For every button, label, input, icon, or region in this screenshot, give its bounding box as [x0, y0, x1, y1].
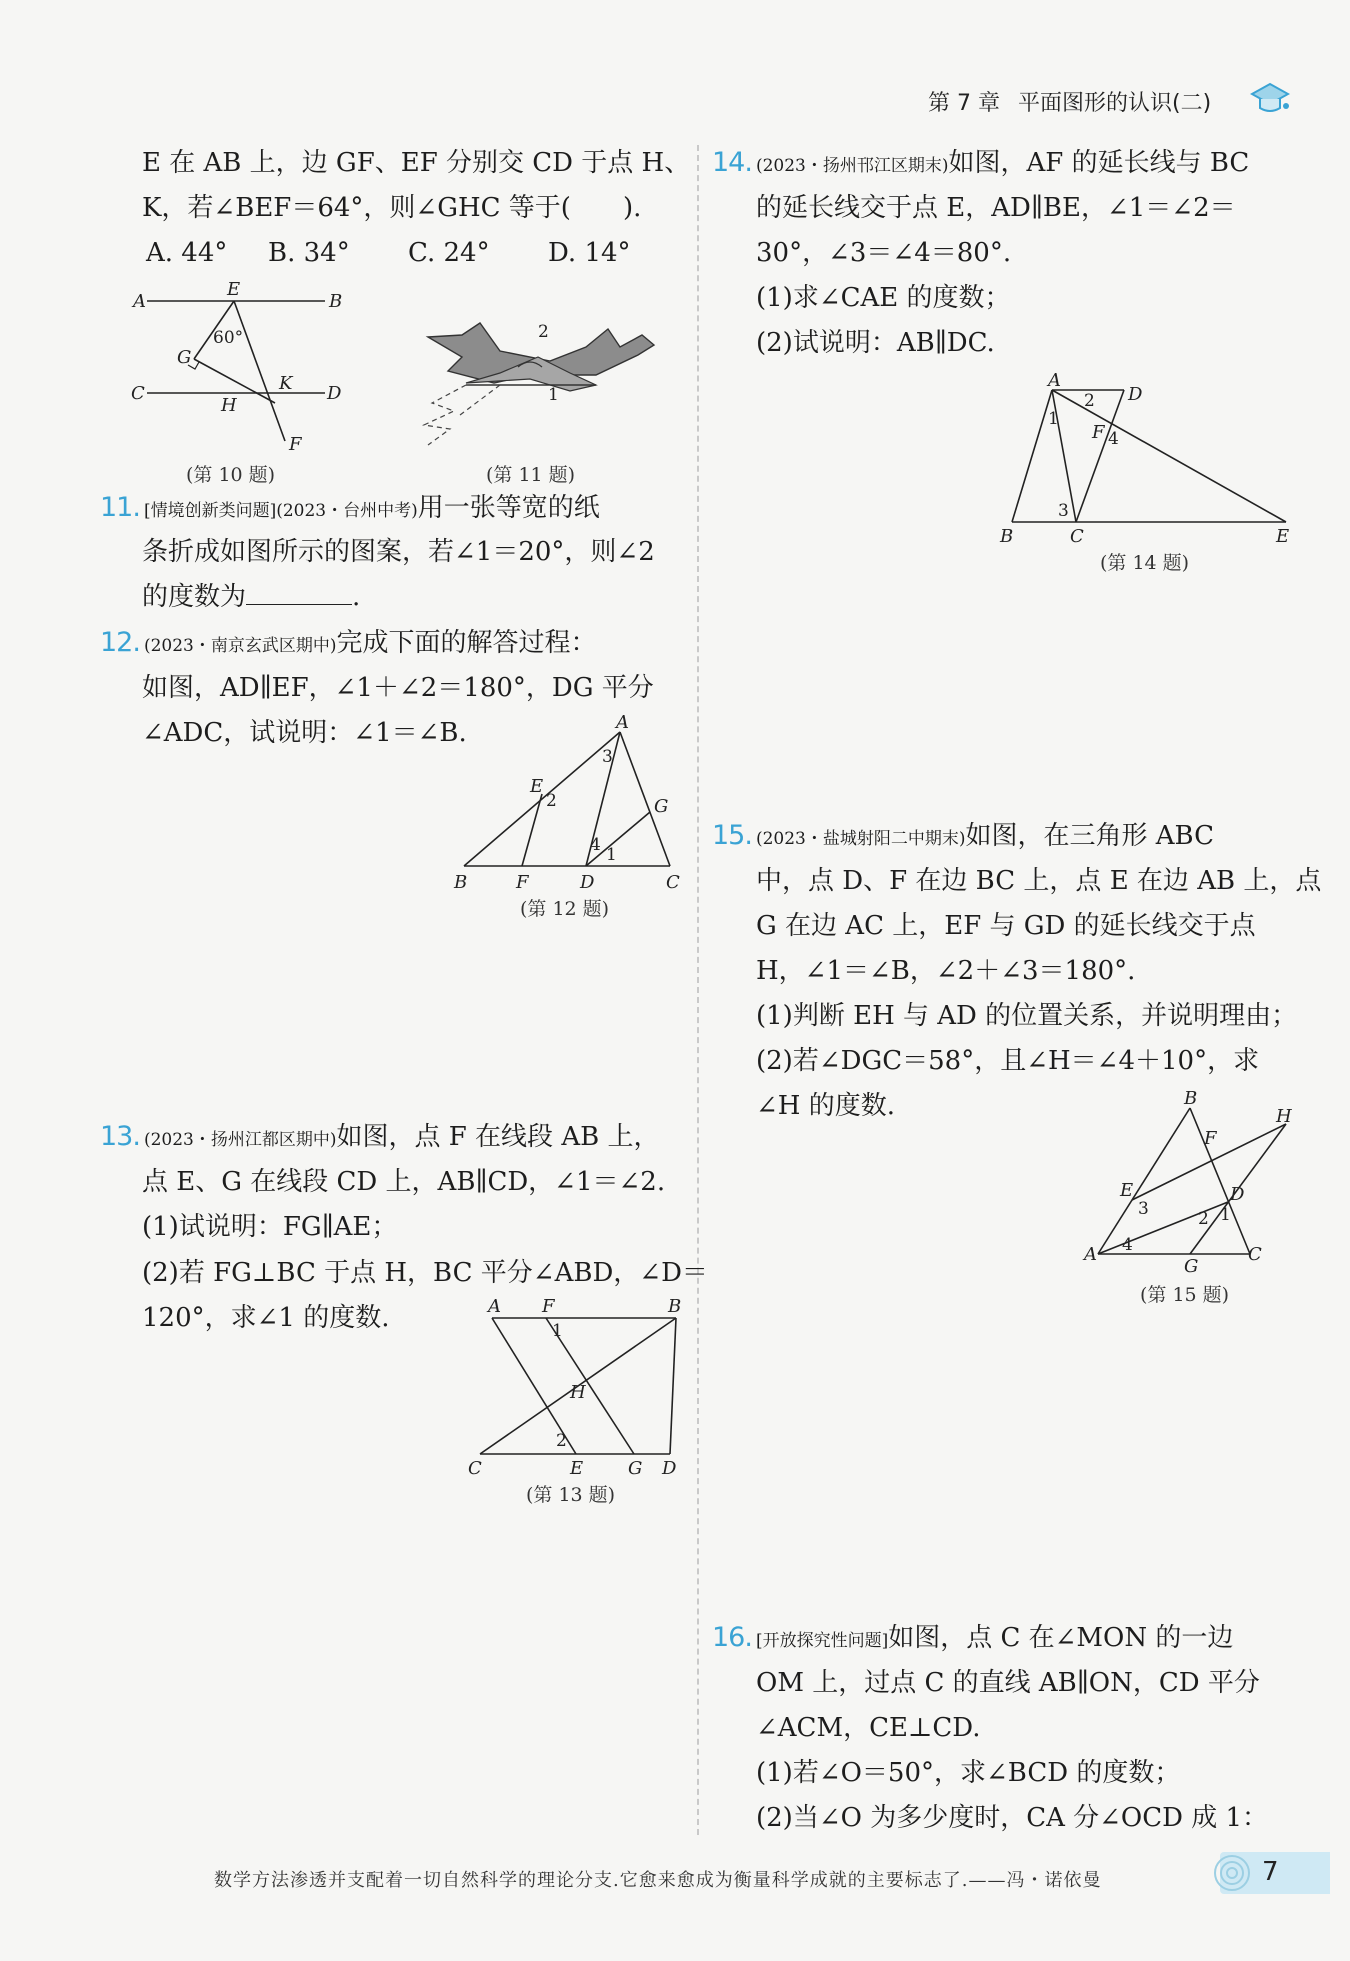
q15-line4: H，∠1＝∠B，∠2＋∠3＝180°.	[756, 956, 1136, 986]
fig12-label: A	[616, 712, 629, 733]
fig14-label: F	[1092, 422, 1105, 443]
fig10-label: H	[221, 395, 237, 416]
q16-line2: OM 上，过点 C 的直线 AB∥ON，CD 平分	[756, 1668, 1260, 1698]
chapter-number: 第 7 章	[928, 91, 1000, 116]
fig14-label: B	[1000, 526, 1014, 547]
q13-line3: (1)试说明：FG∥AE；	[142, 1212, 398, 1242]
q13-line2: 点 E、G 在线段 CD 上，AB∥CD，∠1＝∠2.	[142, 1167, 666, 1197]
fig14-label: D	[1128, 384, 1143, 405]
footer-quote: 数学方法渗透并支配着一切自然科学的理论分支.它愈来愈成为衡量科学成就的主要标志了.——冯・诺依曼	[214, 1870, 1102, 1891]
fig15-label: H	[1276, 1106, 1292, 1127]
figure-13	[458, 1296, 688, 1479]
q15-line2: 中，点 D、F 在边 BC 上，点 E 在边 AB 上，点	[756, 866, 1322, 896]
q13-line5: 120°，求∠1 的度数.	[142, 1303, 390, 1333]
fig15-label: 2	[1198, 1209, 1209, 1229]
q13-line4: (2)若 FG⊥BC 于点 H，BC 平分∠ABD，∠D＝	[142, 1258, 708, 1288]
chapter-header	[928, 86, 1211, 117]
question-11	[100, 491, 600, 528]
fig12-label: F	[516, 872, 529, 893]
fig15-label: G	[1184, 1256, 1199, 1277]
fig13-label: E	[570, 1458, 584, 1479]
fig12-label: 2	[546, 791, 557, 811]
fig10-label: E	[227, 279, 241, 300]
option-a: A. 44°	[146, 238, 228, 268]
fig11-caption: (第 11 题)	[486, 464, 576, 486]
q16-line3: ∠ACM，CE⊥CD.	[756, 1713, 981, 1743]
fig10-label: 60°	[213, 328, 244, 348]
fig13-label: D	[662, 1458, 677, 1479]
answer-blank[interactable]	[246, 584, 352, 605]
question-15	[712, 819, 1214, 856]
fig15-label: D	[1230, 1184, 1245, 1205]
fig11-label: 1	[548, 385, 559, 405]
fig15-label: A	[1084, 1244, 1097, 1265]
question-number: 13.	[100, 1121, 140, 1152]
q15-line6: (2)若∠DGC＝58°，且∠H＝∠4＋10°，求	[756, 1046, 1260, 1076]
fig12-label: D	[580, 872, 595, 893]
fig12-label: B	[454, 872, 468, 893]
fig14-label: E	[1276, 526, 1290, 547]
figure-14	[996, 372, 1306, 548]
figure-11	[420, 305, 660, 455]
question-number: 16.	[712, 1622, 752, 1653]
question-12	[100, 626, 597, 663]
q16-line1: 如图，点 C 在∠MON 的一边	[888, 1623, 1234, 1653]
fig14-label: 1	[1048, 409, 1059, 429]
question-number: 12.	[100, 627, 140, 658]
figure-12	[450, 712, 690, 896]
fig10-caption: (第 10 题)	[186, 464, 276, 486]
question-source: (2023・扬州江都区期中)	[143, 1130, 337, 1150]
q15-line1: 如图，在三角形 ABC	[965, 821, 1215, 851]
fig13-label: 2	[556, 1431, 567, 1451]
option-b: B. 34°	[268, 238, 350, 268]
fig10-label: D	[327, 383, 342, 404]
question-number: 15.	[712, 820, 752, 851]
question-number: 11.	[100, 492, 140, 523]
question-16	[712, 1621, 1233, 1658]
fig10-label: G	[177, 347, 192, 368]
q16-line5: (2)当∠O 为多少度时，CA 分∠OCD 成 1：	[756, 1803, 1269, 1833]
question-source: (2023・台州中考)	[276, 501, 418, 521]
q14-line4: (1)求∠CAE 的度数；	[756, 283, 1011, 313]
fig13-label: B	[668, 1296, 682, 1317]
fig12-label: C	[666, 872, 680, 893]
fig12-label: 4	[590, 835, 601, 855]
fig14-label: 3	[1058, 501, 1069, 521]
fig14-label: A	[1048, 370, 1061, 391]
q10-line1: E 在 AB 上，边 GF、EF 分别交 CD 于点 H、	[142, 148, 691, 178]
fig10-label: A	[133, 291, 146, 312]
page-number: 7	[1262, 1857, 1279, 1887]
q15-line7: ∠H 的度数.	[756, 1091, 895, 1121]
fig15-label: 1	[1220, 1205, 1231, 1225]
q16-line4: (1)若∠O＝50°，求∠BCD 的度数；	[756, 1758, 1181, 1788]
fig15-label: B	[1184, 1088, 1198, 1109]
q14-line1: 如图，AF 的延长线与 BC	[948, 148, 1250, 178]
fig15-label: 4	[1122, 1235, 1133, 1255]
question-14	[712, 146, 1249, 183]
fig13-label: 1	[552, 1321, 563, 1341]
graduation-cap-icon	[1250, 80, 1290, 116]
q10-line2: K，若∠BEF＝64°，则∠GHC 等于( ).	[142, 193, 642, 223]
question-source: (2023・南京玄武区期中)	[143, 636, 337, 656]
fig14-caption: (第 14 题)	[1100, 552, 1190, 574]
fig10-label: C	[131, 383, 145, 404]
figure-10	[125, 279, 355, 463]
chapter-title: 平面图形的认识(二)	[1017, 91, 1212, 116]
fig15-label: C	[1248, 1244, 1262, 1265]
fig13-label: A	[488, 1296, 501, 1317]
fig13-label: H	[570, 1382, 586, 1403]
fig14-label: 4	[1108, 429, 1119, 449]
fig12-label: G	[654, 796, 669, 817]
q13-line1: 如图，点 F 在线段 AB 上，	[336, 1122, 660, 1152]
option-c: C. 24°	[408, 238, 490, 268]
fig12-label: 1	[606, 845, 617, 865]
fig13-caption: (第 13 题)	[526, 1484, 616, 1506]
q11-line2: 条折成如图所示的图案，若∠1＝20°，则∠2	[142, 537, 655, 567]
question-source: (2023・盐城射阳二中期末)	[755, 829, 966, 849]
fig12-label: 3	[602, 747, 613, 767]
fig10-label: F	[289, 434, 302, 455]
q12-line1: 完成下面的解答过程：	[336, 628, 597, 658]
fig15-label: 3	[1138, 1199, 1149, 1219]
column-divider	[697, 145, 699, 1835]
q12-line3: ∠ADC，试说明：∠1＝∠B.	[142, 718, 467, 748]
fig12-label: E	[530, 776, 544, 797]
option-d: D. 14°	[548, 238, 631, 268]
fig13-label: G	[628, 1458, 643, 1479]
fig13-label: F	[542, 1296, 555, 1317]
q14-line2: 的延长线交于点 E，AD∥BE，∠1＝∠2＝	[756, 193, 1236, 223]
question-source: (2023・扬州邗江区期末)	[755, 156, 949, 176]
figure-15	[1080, 1088, 1302, 1276]
fig12-caption: (第 12 题)	[520, 898, 610, 920]
fig11-label: 2	[538, 322, 549, 342]
q12-line2: 如图，AD∥EF，∠1＋∠2＝180°，DG 平分	[142, 673, 654, 703]
q10-options	[146, 236, 631, 270]
q15-line3: G 在边 AC 上，EF 与 GD 的延长线交于点	[756, 911, 1256, 941]
q11-line3-post: .	[352, 582, 361, 612]
fig14-label: C	[1070, 526, 1084, 547]
question-number: 14.	[712, 147, 752, 178]
spiral-icon	[1212, 1853, 1254, 1893]
question-tag: [情境创新类问题]	[143, 501, 277, 521]
fig10-label: K	[279, 373, 293, 394]
fig14-label: 2	[1084, 391, 1095, 411]
fig15-caption: (第 15 题)	[1140, 1284, 1230, 1306]
fig15-label: E	[1120, 1180, 1134, 1201]
q15-line5: (1)判断 EH 与 AD 的位置关系，并说明理由；	[756, 1001, 1298, 1031]
fig15-label: F	[1204, 1128, 1217, 1149]
q11-line3-pre: 的度数为	[142, 582, 247, 612]
question-tag: [开放探究性问题]	[755, 1631, 889, 1651]
fig10-label: B	[329, 291, 343, 312]
q11-line3	[142, 580, 360, 614]
q14-line5: (2)试说明：AB∥DC.	[756, 328, 995, 358]
fig13-label: C	[468, 1458, 482, 1479]
question-13	[100, 1120, 659, 1157]
q14-line3: 30°，∠3＝∠4＝80°.	[756, 238, 1012, 268]
q11-line1: 用一张等宽的纸	[417, 493, 600, 523]
